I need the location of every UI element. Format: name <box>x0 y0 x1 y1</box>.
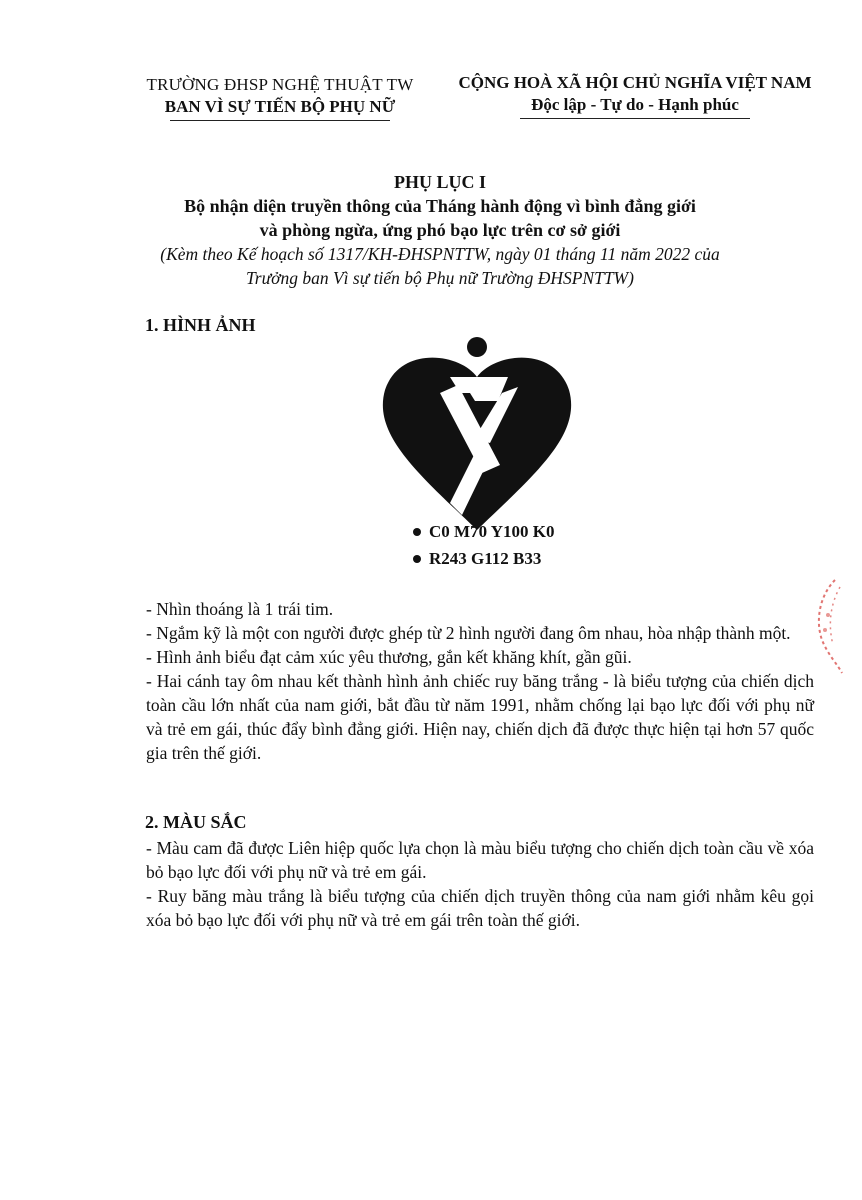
committee-name: BAN VÌ SỰ TIẾN BỘ PHỤ NỮ <box>164 97 396 116</box>
header-right <box>440 72 830 119</box>
section1-body <box>146 597 814 765</box>
header-left <box>130 74 430 121</box>
color-swatch-rgb <box>413 549 541 569</box>
title-block <box>120 170 760 290</box>
school-name: TRƯỜNG ĐHSP NGHỆ THUẬT TW <box>146 75 414 94</box>
paragraph: - Màu cam đã được Liên hiệp quốc lựa chọn là màu biểu tượng cho chiến dịch toàn cầu về xóa bỏ bạo lực đối với phụ nữ và trẻ em gái. <box>146 838 814 882</box>
paragraph: - Ngắm kỹ là một con người được ghép từ 2 hình người đang ôm nhau, hòa nhập thành một. <box>146 623 791 643</box>
national-motto: Độc lập - Tự do - Hạnh phúc <box>531 95 739 114</box>
paragraph: - Hai cánh tay ôm nhau kết thành hình ảnh chiếc ruy băng trắng - là biểu tượng của chiến dịch toàn cầu lớn nhất của nam giới, bắt đầu từ năm 1991, nhằm chống lại bạo lực đối với phụ nữ và trẻ em gái, thúc đẩy bình đẳng giới. Hiện nay, chiến dịch đã được thực hiện tại hơn 57 quốc gia trên thế giới. <box>146 671 814 763</box>
bullet-icon <box>413 528 421 536</box>
header-right-underline <box>520 118 750 119</box>
bullet-icon <box>413 555 421 563</box>
document-subtitle-line2: và phòng ngừa, ứng phó bạo lực trên cơ sở giới <box>259 220 621 240</box>
heart-ribbon-logo-icon <box>380 335 575 535</box>
section2-body <box>146 836 814 932</box>
reference-note-line2: Trưởng ban Vì sự tiến bộ Phụ nữ Trường ĐHSPNTTW) <box>246 268 634 288</box>
swatch-cmyk-label: C0 M70 Y100 K0 <box>429 522 555 541</box>
paragraph: - Ruy băng màu trắng là biểu tượng của chiến dịch truyền thông của nam giới nhằm kêu gọi xóa bỏ bạo lực đối với phụ nữ và trẻ em gái trên toàn thế giới. <box>146 886 814 930</box>
appendix-title: PHỤ LỤC I <box>393 172 486 192</box>
reference-note-line1: (Kèm theo Kế hoạch số 1317/KH-ĐHSPNTTW, ngày 01 tháng 11 năm 2022 của <box>160 244 720 264</box>
national-title: CỘNG HOÀ XÃ HỘI CHỦ NGHĨA VIỆT NAM <box>458 73 812 92</box>
header-left-underline <box>170 120 390 121</box>
color-swatch-cmyk <box>413 522 554 542</box>
section-heading-colors: 2. MÀU SẮC <box>145 812 247 832</box>
document-subtitle-line1: Bộ nhận diện truyền thông của Tháng hành động vì bình đẳng giới <box>184 196 696 216</box>
red-stamp-icon <box>800 575 845 675</box>
paragraph: - Nhìn thoáng là 1 trái tim. <box>146 599 334 619</box>
paragraph: - Hình ảnh biểu đạt cảm xúc yêu thương, gắn kết khăng khít, gần gũi. <box>146 647 632 667</box>
section-heading-images: 1. HÌNH ẢNH <box>145 315 256 335</box>
swatch-rgb-label: R243 G112 B33 <box>429 549 542 568</box>
